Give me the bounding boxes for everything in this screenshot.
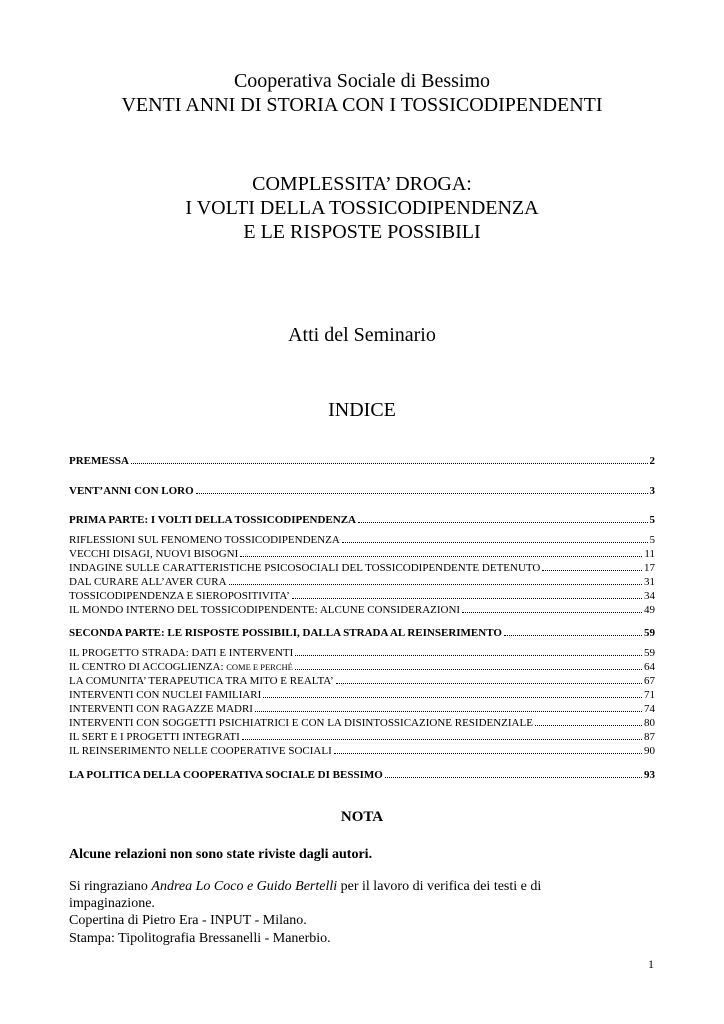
toc-leader [336,683,642,684]
toc-page: 64 [644,661,655,673]
toc-page: 3 [649,485,655,497]
toc-entry[interactable] [69,660,655,674]
toc-leader [295,655,642,656]
thanks-names: Andrea Lo Coco e Guido Bertelli [151,879,338,894]
toc-entry[interactable] [69,589,655,603]
note-acknowledgements [69,878,629,912]
toc-page: 74 [644,703,655,715]
toc-page: 59 [644,627,655,639]
toc-label: VENT’ANNI CON LORO [69,485,194,497]
toc-leader [242,739,642,740]
toc-entry[interactable] [69,702,655,716]
toc-page: 17 [644,562,655,574]
thanks-suffix: per il lavoro di verifica dei testi e di impaginazione. [69,879,542,911]
toc-entry[interactable] [69,688,655,702]
toc-leader [504,635,642,636]
toc-label: IL MONDO INTERNO DEL TOSSICODIPENDENTE: ALCUNE CONSIDERAZIONI [69,604,461,616]
toc-entry-ventanni[interactable] [69,484,655,498]
toc-label: INTERVENTI CON NUCLEI FAMILIARI [69,689,262,701]
toc-page: 93 [644,769,655,781]
toc-leader [131,463,648,464]
toc-label: PREMESSA [69,455,129,467]
toc-label: PRIMA PARTE: I VOLTI DELLA TOSSICODIPENDENZA [69,514,356,526]
toc-leader [334,753,642,754]
toc-leader [342,542,648,543]
title-line-3: E LE RISPOSTE POSSIBILI [243,221,481,243]
thanks-prefix: Si ringraziano [69,879,152,894]
toc-page: 71 [644,689,655,701]
toc-page: 67 [644,675,655,687]
toc-entry[interactable] [69,730,655,744]
toc-page: 31 [644,576,655,588]
toc-leader [240,556,642,557]
toc-entry[interactable] [69,603,655,617]
toc-entry[interactable] [69,533,655,547]
page-number: 1 [648,957,654,971]
title-line-1: COMPLESSITA’ DROGA: [252,173,472,195]
toc-entry-politica[interactable] [69,768,655,782]
title-line-2: I VOLTI DELLA TOSSICODIPENDENZA [185,197,539,219]
toc-leader [229,584,642,585]
toc-page: 80 [644,717,655,729]
toc-leader [535,725,642,726]
toc-leader [358,522,648,523]
note-print-credit: Stampa: Tipolitografia Bressanelli - Manerbio. [69,931,331,946]
toc-label: VECCHI DISAGI, NUOVI BISOGNI [69,548,239,560]
toc-label: INTERVENTI CON SOGGETTI PSICHIATRICI E CON LA DISINTOSSICAZIONE RESIDENZIALE [69,717,533,729]
toc-label: IL CENTRO DI ACCOGLIENZA: [69,661,224,673]
toc-section-parte2 [69,646,655,758]
toc-entry[interactable] [69,561,655,575]
toc-entry[interactable] [69,744,655,758]
note-cover-credit: Copertina di Pietro Era - INPUT - Milano. [69,913,307,928]
toc-page: 49 [644,604,655,616]
seminar-subtitle: Atti del Seminario [288,324,436,346]
toc-entry-premessa[interactable] [69,454,655,468]
toc-leader [255,711,642,712]
toc-entry-parte1[interactable] [69,513,655,527]
toc-leader [385,777,642,778]
toc-label: IL REINSERIMENTO NELLE COOPERATIVE SOCIALI [69,745,332,757]
toc-leader [292,598,642,599]
toc-label: LA POLITICA DELLA COOPERATIVA SOCIALE DI BESSIMO [69,769,383,781]
publisher-subtitle: VENTI ANNI DI STORIA CON I TOSSICODIPENDENTI [121,94,603,116]
toc-entry[interactable] [69,646,655,660]
toc-page: 87 [644,731,655,743]
toc-entry[interactable] [69,575,655,589]
toc-entry[interactable] [69,547,655,561]
toc-leader [462,612,642,613]
toc-label: IL PROGETTO STRADA: DATI E INTERVENTI [69,647,294,659]
toc-label-smallcaps: COME E PERCHÉ [226,662,293,672]
toc-leader [263,697,642,698]
toc-section-parte1 [69,533,655,617]
toc-label: TOSSICODIPENDENZA E SIEROPOSITIVITA’ [69,590,290,602]
toc-page: 34 [644,590,655,602]
note-disclaimer: Alcune relazioni non sono state riviste dagli autori. [69,847,373,862]
toc-entry-parte2[interactable] [69,626,655,640]
publisher-name: Cooperativa Sociale di Bessimo [233,70,491,92]
toc-leader [295,669,642,670]
toc-label: LA COMUNITA’ TERAPEUTICA TRA MITO E REALTA’ [69,675,334,687]
index-heading: INDICE [328,399,396,421]
toc-entry[interactable] [69,674,655,688]
toc-entry[interactable] [69,716,655,730]
toc-page: 5 [649,534,655,546]
toc-leader [196,493,648,494]
note-heading: NOTA [340,809,384,825]
toc-label: DAL CURARE ALL’AVER CURA [69,576,227,588]
toc-leader [542,570,642,571]
toc-label: INDAGINE SULLE CARATTERISTICHE PSICOSOCIALI DEL TOSSICODIPENDENTE DETENUTO [69,562,541,574]
toc-page: 59 [644,647,655,659]
toc-label: RIFLESSIONI SUL FENOMENO TOSSICODIPENDENZA [69,534,340,546]
toc-page: 90 [644,745,655,757]
toc-label: IL SERT E I PROGETTI INTEGRATI [69,731,240,743]
toc-label: SECONDA PARTE: LE RISPOSTE POSSIBILI, DALLA STRADA AL REINSERIMENTO [69,627,502,639]
toc-page: 5 [649,514,655,526]
toc-label: INTERVENTI CON RAGAZZE MADRI [69,703,253,715]
toc-page: 2 [649,455,655,467]
toc-page: 11 [644,548,655,560]
